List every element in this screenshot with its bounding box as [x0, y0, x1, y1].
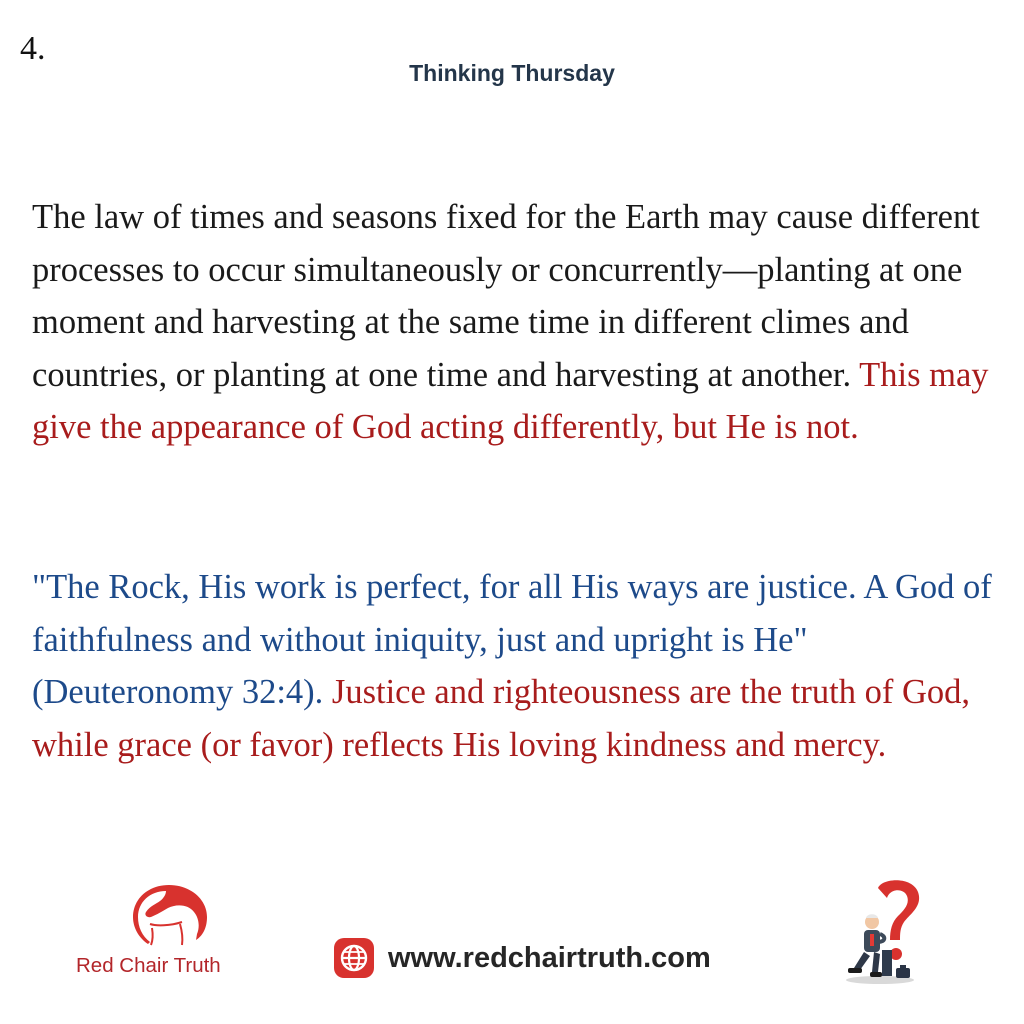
- paragraph-1-emphasis: This may give the appearance of God acting differently, but He is not.: [32, 355, 989, 446]
- paragraph-2-emphasis: Justice and righteousness are the truth of God, while grace (or favor) reflects His loving kindness and mercy.: [32, 673, 970, 764]
- scripture-quote: "The Rock, His work is perfect, for all His ways are justice. A God of faithfulness and without iniquity, just and upright is He" (Deuteronomy 32:4).: [32, 568, 992, 711]
- paragraph-1: [32, 191, 992, 454]
- globe-icon: [334, 938, 374, 978]
- website-link[interactable]: [334, 936, 711, 980]
- question-thinker-icon: [842, 876, 930, 986]
- website-url: www.redchairtruth.com: [388, 941, 711, 974]
- paragraph-2: [32, 561, 992, 771]
- page-title: Thinking Thursday: [409, 60, 615, 86]
- page-number: 4.: [20, 30, 46, 67]
- logo-text: Red Chair Truth: [76, 954, 221, 977]
- brand-logo[interactable]: [76, 884, 266, 984]
- paragraph-1-main: The law of times and seasons fixed for the Earth may cause different processes to occur simultaneously or concurrently—planting at one moment and harvesting at the same time in different climes and countries, or planting at one time and harvesting at another.: [32, 198, 980, 394]
- red-chair-logo-icon: [130, 884, 208, 946]
